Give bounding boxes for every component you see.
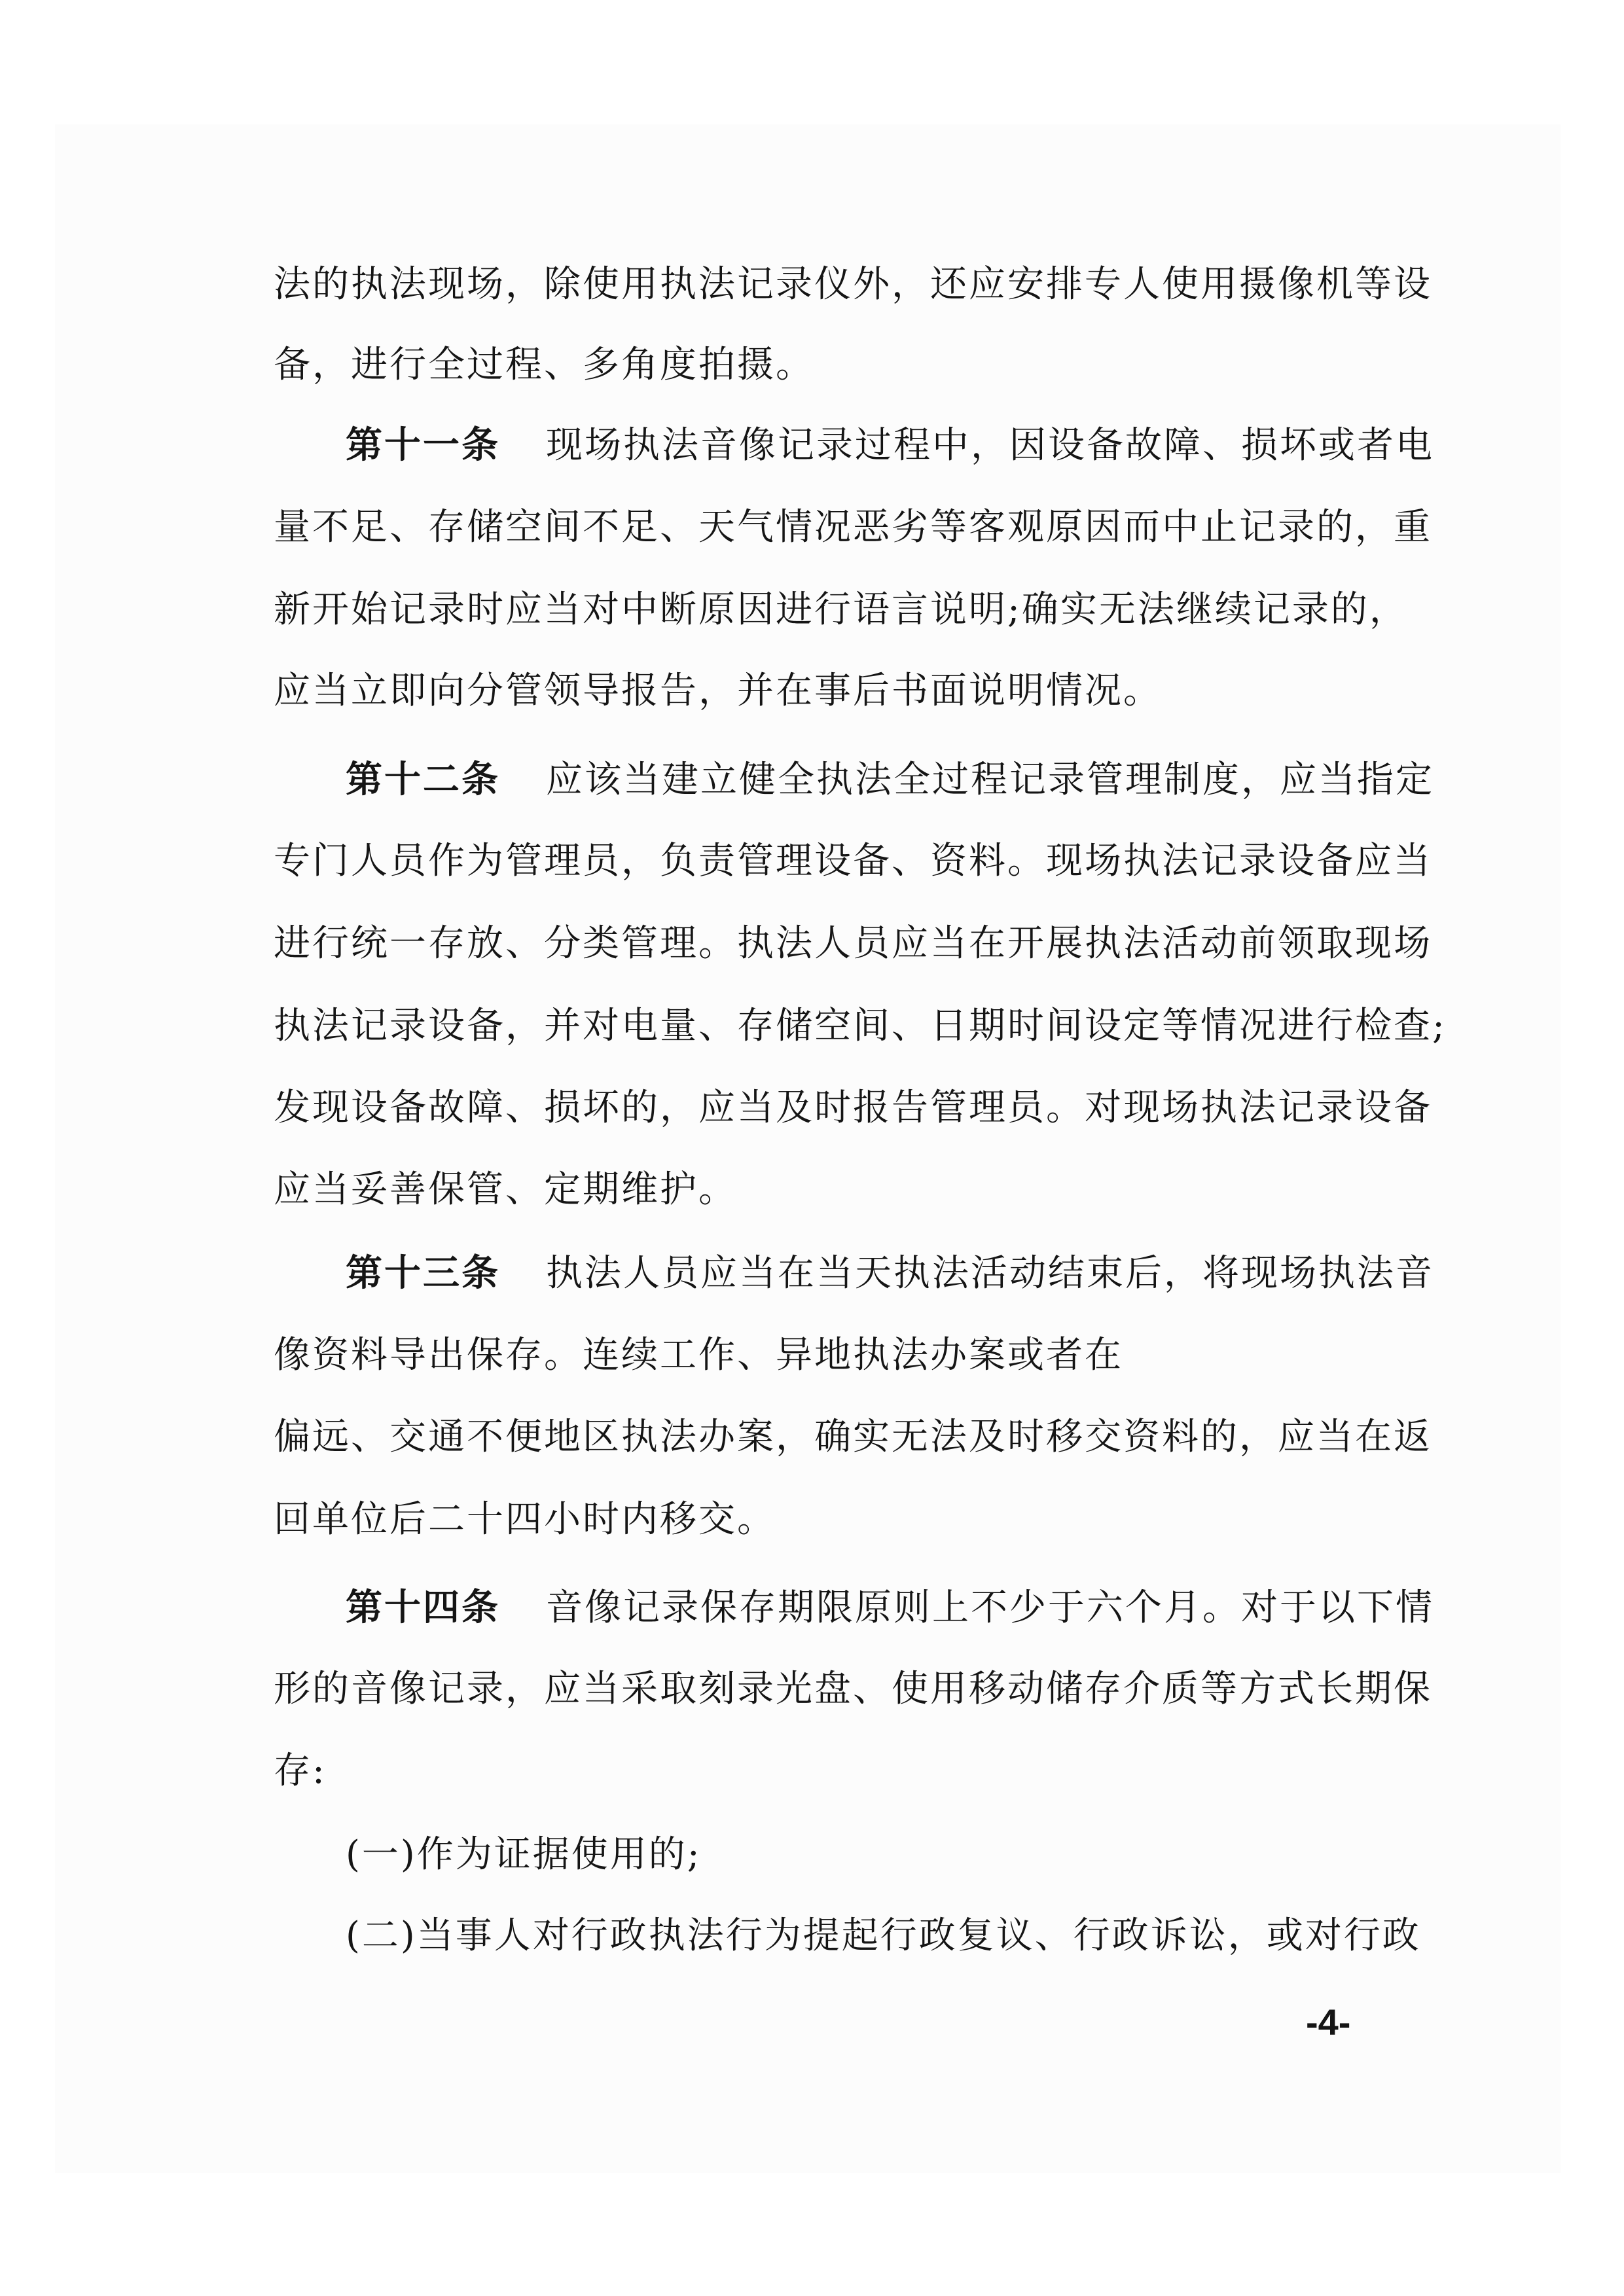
article-12-heading: 第十二条 (346, 758, 500, 801)
text-line-4: 量不足、存储空间不足、天气情况恶劣等客观原因而中止记录的，重 (274, 506, 1432, 548)
article-12-text: 应该当建立健全执法全过程记录管理制度，应当指定 (546, 759, 1434, 801)
text-line-8: 专门人员作为管理员，负责管理设备、资料。现场执法记录设备应当 (274, 840, 1432, 882)
list-item-2: (二)当事人对行政执法行为提起行政复议、行政诉讼，或对行政 (346, 1914, 1421, 1957)
text-line-19: 存: (274, 1749, 327, 1792)
text-line-18: 形的音像记录，应当采取刻录光盘、使用移动储存介质等方式长期保 (274, 1668, 1432, 1710)
text-line-2: 备，进行全过程、多角度拍摄。 (274, 344, 814, 386)
text-line-16: 回单位后二十四小时内移交。 (274, 1498, 776, 1541)
article-12-line (346, 758, 1624, 801)
article-13-line (346, 1251, 1624, 1295)
text-line-15: 偏远、交通不便地区执法办案，确实无法及时移交资料的，应当在返 (274, 1416, 1432, 1458)
text-line-11: 发现设备故障、损坏的，应当及时报告管理员。对现场执法记录设备 (274, 1086, 1432, 1129)
article-14-heading: 第十四条 (346, 1586, 500, 1629)
text-line-9: 进行统一存放、分类管理。执法人员应当在开展执法活动前领取现场 (274, 922, 1432, 965)
list-item-1: (一)作为证据使用的; (346, 1833, 702, 1876)
article-14-text: 音像记录保存期限原则上不少于六个月。对于以下情 (546, 1587, 1434, 1629)
article-13-heading: 第十三条 (346, 1251, 500, 1295)
text-line-6: 应当立即向分管领导报告，并在事后书面说明情况。 (274, 670, 1162, 712)
article-13-text: 执法人员应当在当天执法活动结束后，将现场执法音 (546, 1252, 1434, 1295)
article-14-line (346, 1586, 1624, 1629)
article-11-text: 现场执法音像记录过程中，因设备故障、损坏或者电 (546, 424, 1434, 467)
page-number: -4- (1306, 2001, 1351, 2043)
text-line-10: 执法记录设备，并对电量、存储空间、日期时间设定等情况进行检查; (274, 1005, 1447, 1047)
text-line-1: 法的执法现场，除使用执法记录仪外，还应安排专人使用摄像机等设 (274, 263, 1432, 306)
article-11-line (346, 423, 1624, 467)
article-11-heading: 第十一条 (346, 423, 500, 467)
text-line-14: 像资料导出保存。连续工作、异地执法办案或者在 (274, 1334, 1123, 1376)
text-line-12: 应当妥善保管、定期维护。 (274, 1168, 737, 1211)
text-line-5: 新开始记录时应当对中断原因进行语言说明;确实无法继续记录的， (274, 588, 1408, 631)
